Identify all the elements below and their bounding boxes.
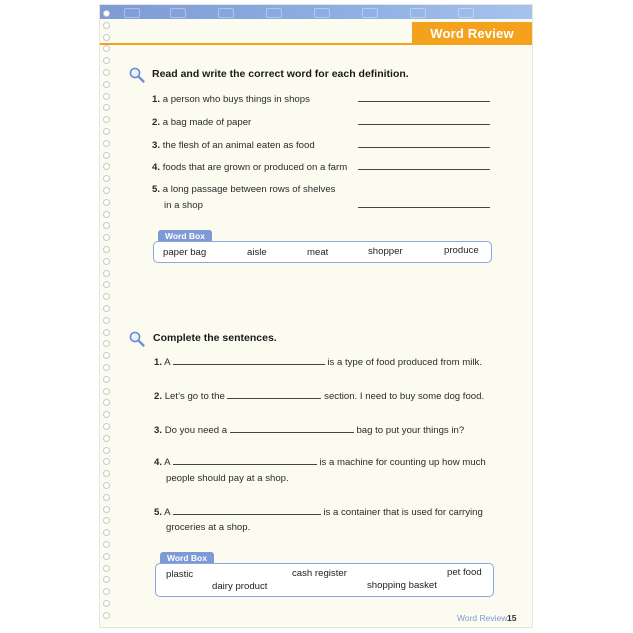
spiral-binding (100, 10, 114, 625)
spiral-hole (103, 517, 110, 524)
magnifier-pencil-icon (128, 330, 146, 348)
spiral-hole (103, 10, 110, 17)
spiral-hole (103, 612, 110, 619)
spiral-hole (103, 281, 110, 288)
word-box-2-word: plastic (166, 569, 194, 580)
spiral-hole (103, 423, 110, 430)
definition-item-4: 4. foods that are grown or produced on a farm (152, 162, 348, 173)
spiral-hole (103, 411, 110, 418)
sentence-item-3: 3. Do you need a bag to put your things in? (154, 425, 465, 436)
spiral-hole (103, 588, 110, 595)
spiral-hole (103, 93, 110, 100)
section2-instruction: Complete the sentences. (153, 332, 277, 344)
sentence-blank-4[interactable] (173, 455, 317, 465)
word-box-1-word: paper bag (163, 247, 207, 258)
spiral-hole (103, 541, 110, 548)
spiral-hole (103, 45, 110, 52)
spiral-hole (103, 57, 110, 64)
spiral-hole (103, 270, 110, 277)
answer-blank-4[interactable] (358, 169, 490, 170)
spiral-hole (103, 576, 110, 583)
spiral-hole (103, 482, 110, 489)
spiral-hole (103, 234, 110, 241)
decorative-header-strip (100, 5, 532, 19)
spiral-hole (103, 565, 110, 572)
spiral-hole (103, 175, 110, 182)
spiral-hole (103, 340, 110, 347)
word-box-2-word: cash register (292, 568, 347, 579)
word-box-2-word: shopping basket (367, 580, 437, 591)
spiral-hole (103, 163, 110, 170)
sentence-blank-3[interactable] (230, 423, 354, 433)
answer-blank-3[interactable] (358, 147, 490, 148)
sentence-item-1: 1. A is a type of food produced from milk. (154, 357, 483, 368)
sentence-blank-1[interactable] (173, 355, 325, 365)
spiral-hole (103, 199, 110, 206)
spiral-hole (103, 494, 110, 501)
word-box-1-word: meat (307, 247, 329, 258)
spiral-hole (103, 317, 110, 324)
spiral-hole (103, 506, 110, 513)
spiral-hole (103, 187, 110, 194)
spiral-hole (103, 305, 110, 312)
spiral-hole (103, 376, 110, 383)
spiral-hole (103, 104, 110, 111)
answer-blank-5[interactable] (358, 207, 490, 208)
word-box-label-2: Word Box (160, 552, 214, 564)
spiral-hole (103, 22, 110, 29)
footer-label: Word Review (457, 613, 508, 623)
word-box-1-word: shopper (368, 246, 403, 257)
magnifier-pencil-icon (128, 66, 146, 84)
spiral-hole (103, 34, 110, 41)
spiral-hole (103, 352, 110, 359)
spiral-hole (103, 329, 110, 336)
word-box-2-word: pet food (447, 567, 482, 578)
definition-item-5-continued: in a shop (164, 200, 203, 211)
spiral-hole (103, 222, 110, 229)
definition-item-3: 3. the flesh of an animal eaten as food (152, 140, 315, 151)
answer-blank-1[interactable] (358, 101, 490, 102)
answer-blank-2[interactable] (358, 124, 490, 125)
spiral-hole (103, 152, 110, 159)
spiral-hole (103, 364, 110, 371)
spiral-hole (103, 246, 110, 253)
word-box-2-word: dairy product (212, 581, 268, 592)
spiral-hole (103, 388, 110, 395)
spiral-hole (103, 258, 110, 265)
sentence-blank-5[interactable] (173, 505, 321, 515)
spiral-hole (103, 69, 110, 76)
spiral-hole (103, 399, 110, 406)
definition-item-5: 5. a long passage between rows of shelves (152, 184, 336, 195)
sentence-item-4: 4. A is a machine for counting up how much (154, 457, 486, 468)
page-title: Word Review (412, 22, 532, 44)
sentence-item-5-continued: groceries at a shop. (166, 522, 251, 533)
page-number: 15 (507, 613, 517, 623)
spiral-hole (103, 211, 110, 218)
sentence-item-2: 2. Let’s go to the section. I need to buy some dog food. (154, 391, 485, 402)
definition-item-2: 2. a bag made of paper (152, 117, 252, 128)
spiral-hole (103, 447, 110, 454)
spiral-hole (103, 470, 110, 477)
spiral-hole (103, 128, 110, 135)
word-box-label-1: Word Box (158, 230, 212, 242)
spiral-hole (103, 140, 110, 147)
word-box-1-word: produce (444, 245, 479, 256)
spiral-hole (103, 600, 110, 607)
sentence-item-5: 5. A is a container that is used for carrying (154, 507, 483, 518)
spiral-hole (103, 458, 110, 465)
sentence-item-4-continued: people should pay at a shop. (166, 473, 289, 484)
spiral-hole (103, 435, 110, 442)
sentence-blank-2[interactable] (227, 389, 321, 399)
spiral-hole (103, 529, 110, 536)
spiral-hole (103, 116, 110, 123)
title-underline (100, 43, 532, 45)
spiral-hole (103, 553, 110, 560)
definition-item-1: 1. a person who buys things in shops (152, 94, 310, 105)
section1-instruction: Read and write the correct word for each definition. (152, 68, 409, 80)
spiral-hole (103, 293, 110, 300)
word-box-1-word: aisle (247, 247, 267, 258)
spiral-hole (103, 81, 110, 88)
